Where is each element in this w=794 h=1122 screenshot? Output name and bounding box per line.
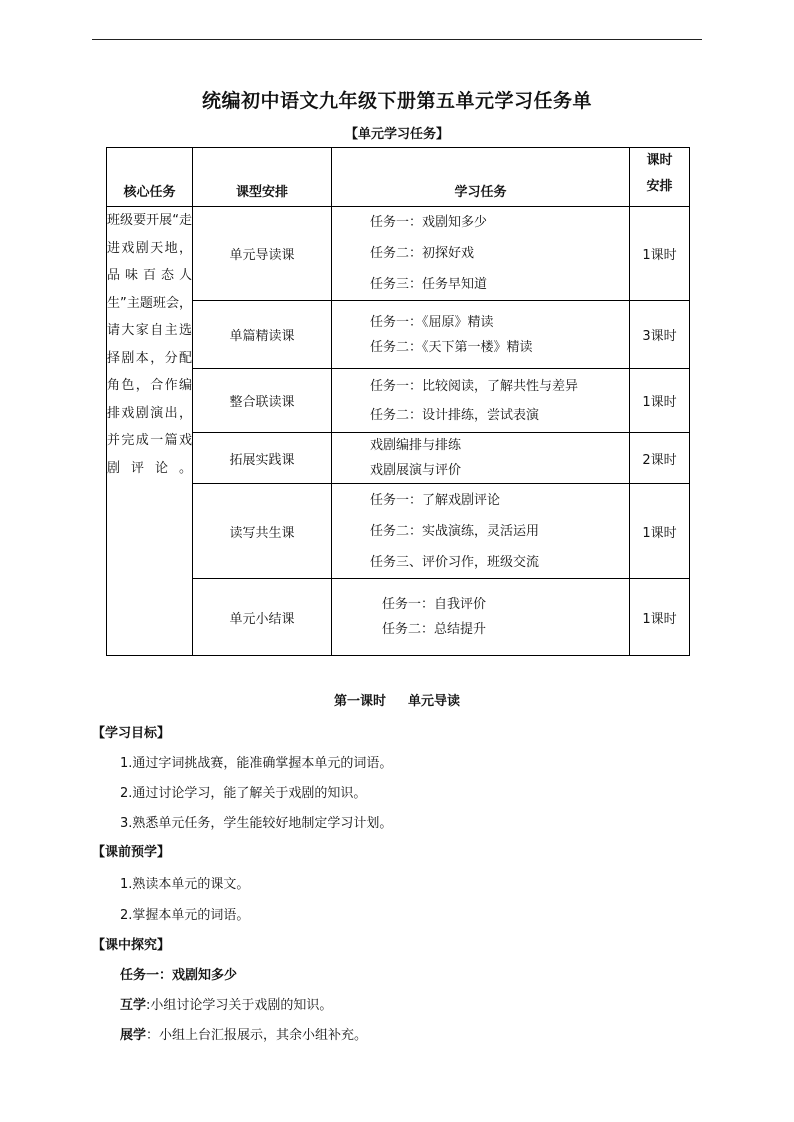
goal-item: 2.通过讨论学习，能了解关于戏剧的知识。 [120,786,367,801]
section-heading-preview: 【课前预学】 [92,845,171,860]
learning-tasks [332,301,630,369]
section-heading-goals: 【学习目标】 [92,726,171,741]
header-hours [630,148,690,207]
task-line: 任务一：了解戏剧评论 [370,492,501,508]
goal-item: 1.通过字词挑战赛，能准确掌握本单元的词语。 [120,756,393,771]
lesson-hours: 1课时 [630,484,690,579]
task-line: 任务二：《天下第一楼》精读 [370,339,533,355]
mutual-learning-label: 互学 [120,998,147,1013]
lesson-type: 整合联读课 [193,369,332,433]
section-heading-explore: 【课中探究】 [92,938,171,953]
presentation-line [120,1024,367,1043]
task-line: 任务三：任务早知道 [370,277,488,292]
task-line: 戏剧展演与评价 [370,463,462,478]
lesson-type: 读写共生课 [193,484,332,579]
lesson-hours: 1课时 [630,207,690,301]
core-task-description: 班级要开展“走进戏剧天地，品味百态人生”主题班会，请大家自主选择剧本，分配角色，合作编排戏剧演出，并完成一篇戏剧评论。 [107,207,193,656]
lesson-hours: 1课时 [630,579,690,656]
header-lesson-type: 课型安排 [193,148,332,207]
lesson-type: 单篇精读课 [193,301,332,369]
lesson-type: 单元小结课 [193,579,332,656]
preview-item: 2.掌握本单元的词语。 [120,908,250,923]
table-row [107,207,690,301]
task-line: 任务三、评价习作，班级交流 [370,554,540,570]
lesson-hours: 1课时 [630,369,690,433]
lesson-hours: 2课时 [630,433,690,484]
lesson-type: 拓展实践课 [193,433,332,484]
lesson-title [0,690,794,709]
header-rule [92,39,702,40]
learning-tasks [332,579,630,656]
table-row [107,484,690,579]
task-line: 任务一：比较阅读，了解共性与差异 [370,378,579,394]
mutual-learning-text: :小组讨论学习关于戏剧的知识。 [146,998,333,1013]
table-row [107,301,690,369]
task-one-title: 任务一：戏剧知多少 [120,968,238,983]
task-line: 任务一：自我评价 [382,597,487,612]
learning-tasks [332,207,630,301]
learning-tasks [332,433,630,484]
header-core-task: 核心任务 [107,148,193,207]
preview-item: 1.熟读本单元的课文。 [120,877,250,892]
learning-tasks [332,484,630,579]
task-line: 任务二：实战演练，灵活运用 [370,523,540,539]
table-row [107,433,690,484]
goal-item: 3.熟悉单元任务，学生能较好地制定学习计划。 [120,816,393,831]
table-header-row [107,148,690,207]
table-row [107,369,690,433]
task-line: 任务二：总结提升 [382,622,487,637]
task-line: 任务一：《屈原》精读 [370,314,494,330]
document-title: 统编初中语文九年级下册第五单元学习任务单 [201,90,592,112]
lesson-title-topic: 单元导读 [408,694,461,709]
lesson-hours: 3课时 [630,301,690,369]
table-caption: 【单元学习任务】 [344,127,449,142]
presentation-label: 展学 [120,1028,147,1043]
header-hours-line1: 课时 [646,153,673,168]
task-line: 任务一：戏剧知多少 [370,215,488,230]
task-line: 任务二：设计排练，尝试表演 [370,407,540,423]
task-line: 任务二：初探好戏 [370,246,475,261]
lesson-title-period: 第一课时 [333,694,386,709]
unit-task-table [106,147,690,656]
mutual-learning-line [120,994,332,1013]
header-hours-line2: 安排 [646,179,673,194]
lesson-type: 单元导读课 [193,207,332,301]
presentation-text: ：小组上台汇报展示，其余小组补充。 [146,1028,368,1043]
table-row [107,579,690,656]
learning-tasks [332,369,630,433]
header-learning-tasks: 学习任务 [332,148,630,207]
task-line: 戏剧编排与排练 [370,438,462,453]
